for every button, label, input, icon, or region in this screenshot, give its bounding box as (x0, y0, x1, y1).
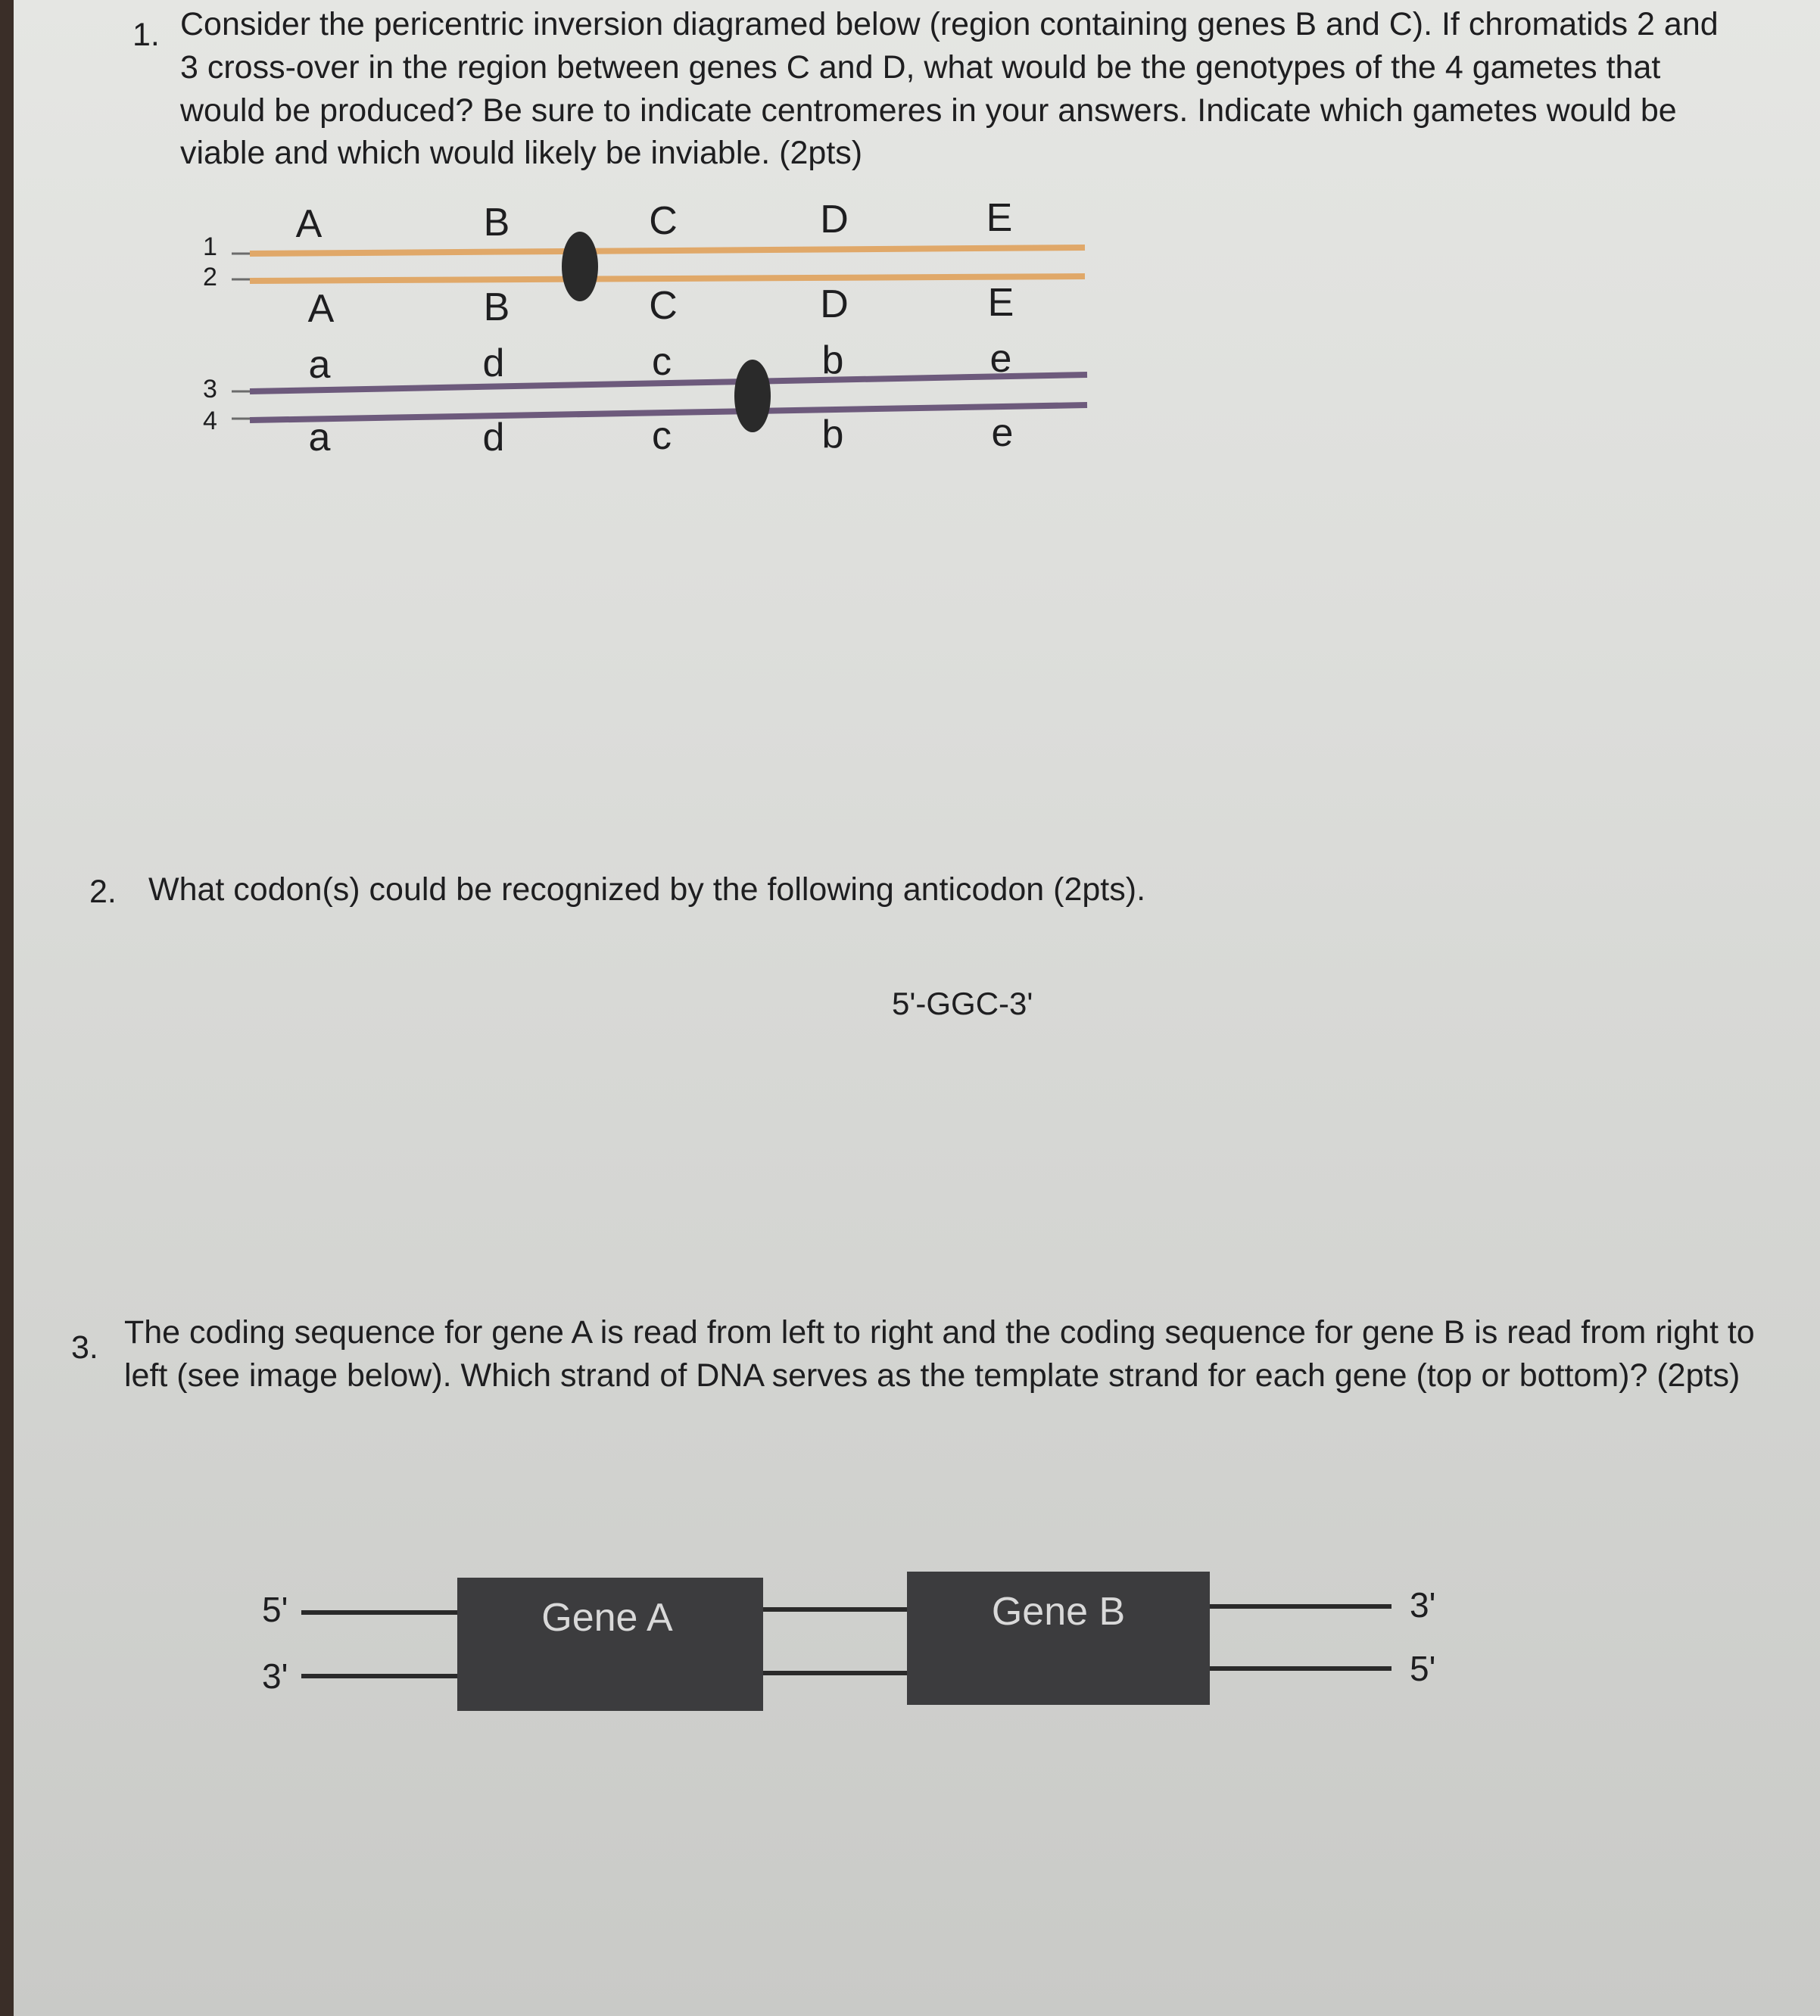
chromatid-4-gene: e (991, 411, 1014, 455)
right-bottom-strand-label: 5' (1410, 1649, 1436, 1688)
chromatid-1-line (250, 248, 1085, 254)
chromatid-2-gene: C (649, 284, 678, 328)
chromatid-1-gene: D (820, 198, 849, 241)
gene-b-label: Gene B (991, 1590, 1126, 1634)
gene-a-label: Gene A (541, 1596, 673, 1640)
centromere-3-4 (734, 360, 771, 432)
left-bottom-strand-label: 3' (262, 1656, 288, 1696)
question-2-number: 2. (89, 874, 117, 910)
anticodon-sequence: 5'-GGC-3' (892, 986, 1033, 1021)
question-1-text: Consider the pericentric inversion diagramed below (region containing genes B and C). If chromatids 2 and 3 cross-over in the region between genes C and D, what would be the genotypes of the 4 gametes that would be produced? Be sure to indicate centromeres in your answers. Indicate which gametes would be viable and which would likely be inviable. (2pts) (180, 6, 1719, 172)
question-1-number: 1. (132, 17, 160, 53)
left-top-strand-label: 5' (262, 1590, 288, 1629)
chromatid-1-gene: A (295, 202, 323, 246)
chromatid-3-gene: d (482, 341, 505, 385)
chromatid-3-gene: e (989, 337, 1012, 381)
chromatid-number-1: 1 (203, 232, 217, 261)
chromatid-number-3: 3 (203, 375, 217, 404)
inversion-chromosome-diagram (180, 193, 1119, 466)
chromatid-4-gene: c (652, 414, 672, 458)
chromatid-4-gene: a (308, 416, 331, 460)
gene-strand-diagram (241, 1560, 1482, 1726)
chromatid-2-gene: D (820, 282, 849, 326)
chromatid-2-gene: B (483, 285, 510, 329)
chromatid-3-gene: b (821, 338, 844, 382)
chromatid-2-line (250, 276, 1085, 281)
chromatid-4-gene: d (482, 416, 505, 460)
chromatid-number-2: 2 (203, 263, 217, 291)
question-2-text: What codon(s) could be recognized by the following anticodon (2pts). (148, 871, 1146, 908)
question-3-text: The coding sequence for gene A is read from left to right and the coding sequence for gene B is read from right to left (see image below). Which strand of DNA serves as the template strand for each gene (top or bottom)? (2pts) (124, 1314, 1755, 1394)
right-top-strand-label: 3' (1410, 1585, 1436, 1625)
chromatid-4-gene: b (821, 413, 844, 456)
chromatid-2-gene: A (307, 287, 335, 331)
chromatid-number-4: 4 (203, 407, 217, 435)
chromatid-3-gene: c (652, 340, 672, 384)
chromatid-2-gene: E (987, 281, 1014, 325)
chromatid-3-gene: a (308, 343, 331, 387)
worksheet-page (14, 0, 1820, 2016)
centromere-1-2 (562, 232, 598, 301)
chromatid-1-gene: B (483, 201, 510, 245)
question-3-number: 3. (71, 1329, 98, 1366)
chromatid-1-gene: E (986, 196, 1013, 240)
chromatid-1-gene: C (649, 199, 678, 243)
